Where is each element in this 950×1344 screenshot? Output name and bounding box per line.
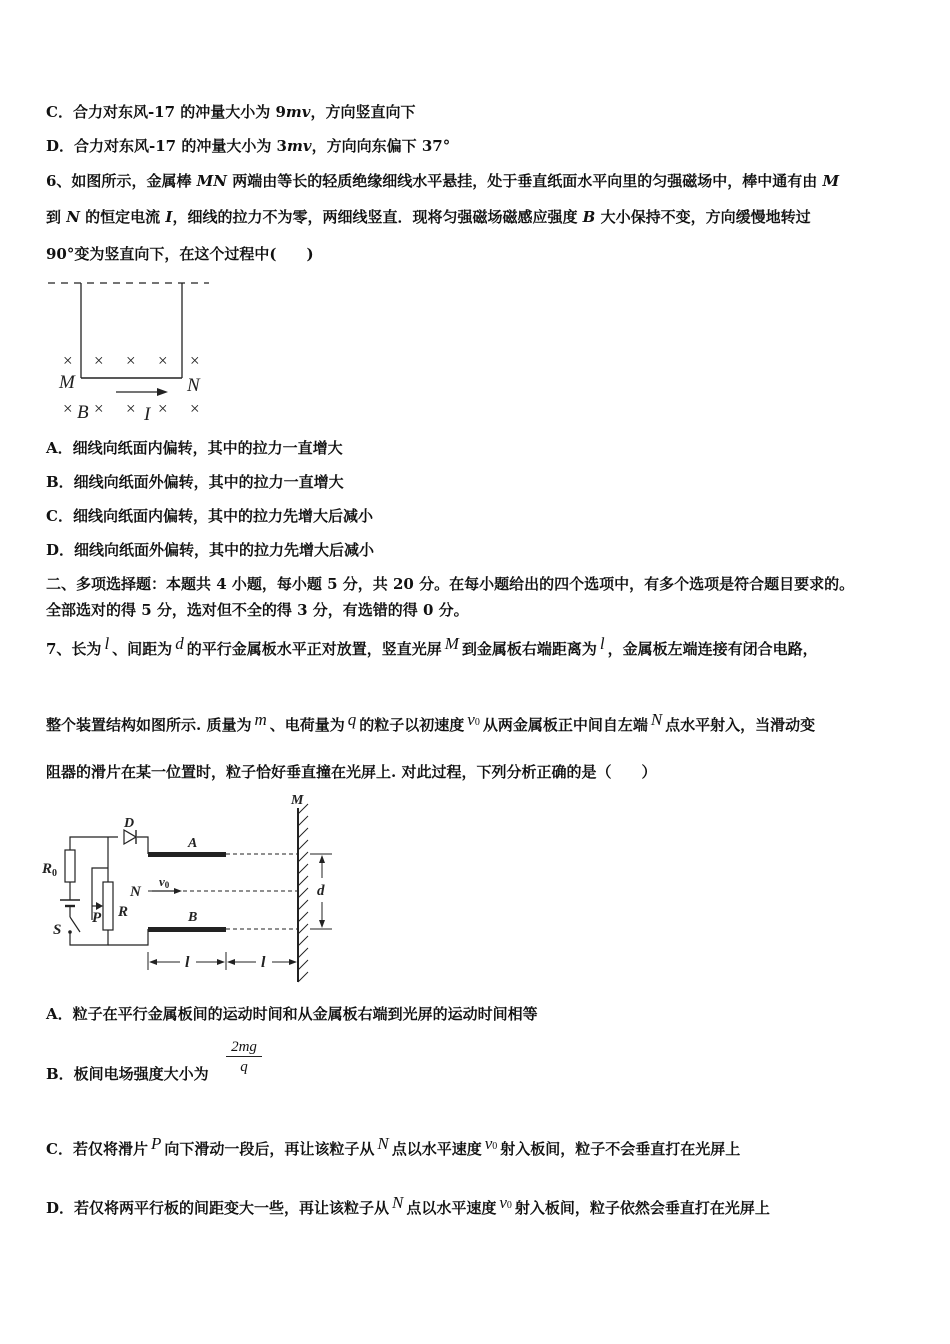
l2-arrowhead-right [289,959,297,965]
q7-symbol-n: N [650,710,663,729]
label-m: M [59,372,75,393]
q6-stem-text: ，细线的拉力不为零，两细线竖直．现将匀强磁场磁感应强度 [172,208,583,226]
v-letter: v [499,1193,507,1212]
q6-symbol-m: M [822,172,840,190]
q7-stem-text: 、电荷量为 [269,716,345,734]
q6-symbol-n: N [66,208,80,226]
fraction-numerator: 2mg [226,1038,262,1057]
q5-option-d-text: D．合力对东风-17 的冲量大小为 3 [46,137,287,155]
q7-symbol-q: q [347,710,357,729]
q7-circuit-figure [40,790,340,990]
q7-option-b [46,1064,209,1084]
label-i: I [144,404,151,424]
q5-option-c [46,102,416,122]
field-cross: × [94,399,104,418]
v-subscript: 0 [164,880,170,890]
q7-stem-text: 从两金属板正中间自左端 [482,716,648,734]
q7-symbol-mass: m [254,710,267,729]
q7-option-d-text: D．若仅将两平行板的间距变大一些，再让该粒子从 [46,1199,390,1217]
q6-stem-line-3: 90°变为竖直向下，在这个过程中( ) [46,245,314,263]
q6-symbol-b: B [582,208,596,226]
label-v0 [159,874,170,890]
resistor-r0 [65,850,75,882]
q7-option-c-text: 向下滑动一段后，再让该粒子从 [164,1140,375,1158]
plate-b [148,927,226,932]
q6-stem-text: 大小保持不变，方向缓慢地转过 [595,208,811,226]
label-slider-p: P [92,910,102,926]
q6-option-a: A．细线向纸面内偏转，其中的拉力一直增大 [46,439,343,457]
q6-option-c: C．细线向纸面内偏转，其中的拉力先增大后减小 [46,507,373,525]
q7-option-d-text: 点以水平速度 [406,1199,497,1217]
q7-stem-line-2 [46,710,815,735]
field-cross: × [94,351,104,370]
switch-s[interactable] [70,917,80,932]
field-cross: × [126,399,136,418]
label-b: B [77,402,89,423]
q7-option-b-text: B．板间电场强度大小为 [46,1065,209,1083]
q7-stem-text: 点水平射入，当滑动变 [665,716,816,734]
label-screen-m: M [291,793,304,808]
q7-stem-text: 整个装置结构如图所示. 质量为 [46,716,252,734]
label-plate-b: B [188,910,198,925]
q7-symbol-v0 [485,1134,498,1153]
q6-stem-text: 6、如图所示，金属棒 [46,172,197,190]
q6-symbol-i: I [165,208,173,226]
switch-contact [68,930,72,934]
q7-stem-text: 、间距为 [112,640,173,658]
q7-symbol-v0 [499,1193,512,1212]
velocity-arrowhead [174,888,182,894]
q7-symbol-n: N [392,1193,404,1212]
field-cross: × [158,399,168,418]
field-cross: × [190,351,200,370]
fraction-denominator: q [240,1059,248,1075]
plate-a [148,852,226,857]
d-arrowhead-up [319,855,325,863]
q7-stem-text: 7、长为 [46,640,102,658]
diode-d [124,830,136,844]
v-subscript: 0 [506,1200,512,1211]
q6-stem-text: 的恒定电流 [79,208,166,226]
q6-figure [44,274,224,424]
q7-symbol-m: M [444,634,459,653]
field-cross: × [63,351,73,370]
q7-stem-text: ，金属板左端连接有闭合电路， [607,640,818,658]
q6-stem-text: 两端由等长的轻质绝缘细线水平悬挂，处于垂直纸面水平向里的匀强磁场中，棒中通有由 [227,172,823,190]
l2-arrowhead-left [227,959,235,965]
q7-symbol-v0 [467,710,480,729]
section-2-header-line-1: 二、多项选择题：本题共 4 小题，每小题 5 分，共 20 分。在每小题给出的四个选项中，有多个选项是符合题目要求的。 [46,575,855,593]
v-letter: v [467,710,475,729]
q7-option-c-text: 射入板间，粒子不会垂直打在光屏上 [500,1140,741,1158]
label-n: N [187,375,200,396]
q7-option-a: A．粒子在平行金属板间的运动时间和从金属板右端到光屏的运动时间相等 [46,1005,538,1023]
label-switch-s: S [53,922,62,938]
label-n: N [130,884,141,900]
label-rheostat-r: R [118,904,129,920]
l1-arrowhead-right [217,959,225,965]
q5-option-c-tail: ，方向竖直向下 [310,103,416,121]
q5-option-c-text: C．合力对东风-17 的冲量大小为 9 [46,103,286,121]
q7-stem-line-1 [46,634,818,659]
q6-stem-line-2 [46,207,811,227]
q5-option-d-tail: ，方向向东偏下 37° [311,137,451,155]
v-subscript: 0 [474,717,480,728]
rheostat-r [103,882,113,930]
q7-symbol-l: l [104,634,110,653]
q5-option-d [46,136,450,156]
slider-p[interactable] [96,902,103,910]
screen-hatching [298,804,308,982]
q7-stem-text: 到金属板右端距离为 [461,640,597,658]
q7-option-c-text: 点以水平速度 [391,1140,482,1158]
label-r0 [41,861,57,879]
q6-option-d: D．细线向纸面外偏转，其中的拉力先增大后减小 [46,541,375,559]
field-cross: × [126,351,136,370]
r-letter: R [42,861,53,877]
label-l1: l [185,954,190,971]
q5-option-d-mv: mv [287,137,312,155]
q7-symbol-d: d [175,634,184,653]
q7-stem-line-3: 阻器的滑片在某一位置时，粒子恰好垂直撞在光屏上. 对此过程，下列分析正确的是（ ） [46,763,657,781]
label-l2: l [261,954,266,971]
label-d: d [317,883,325,899]
q7-option-d [46,1193,770,1218]
field-cross: × [158,351,168,370]
q7-option-c-text: C．若仅将滑片 [46,1140,148,1158]
r-subscript: 0 [52,868,58,879]
label-plate-a: A [188,836,198,851]
section-2-header-line-2: 全部选对的得 5 分，选对但不全的得 3 分，有选错的得 0 分。 [46,601,469,619]
d-arrowhead-down [319,920,325,928]
v-letter: v [159,874,165,889]
q7-stem-text: 的粒子以初速度 [359,716,465,734]
q7-option-d-text: 射入板间，粒子依然会垂直打在光屏上 [514,1199,770,1217]
q7-symbol-n: N [377,1134,389,1153]
field-cross: × [63,399,73,418]
v-letter: v [484,1134,493,1153]
electric-field-fraction [226,1038,262,1077]
l1-arrowhead-left [149,959,157,965]
q5-option-c-mv: mv [285,103,311,121]
q7-stem-text: 的平行金属板水平正对放置，竖直光屏 [186,640,442,658]
q6-symbol-mn: MN [196,172,227,190]
q6-option-b: B．细线向纸面外偏转，其中的拉力一直增大 [46,473,344,491]
q7-option-c [46,1134,740,1159]
v-subscript: 0 [492,1141,498,1152]
q7-symbol-l: l [599,634,605,653]
label-diode-d: D [124,816,135,831]
current-arrowhead [157,388,168,396]
q6-stem-line-1 [46,171,839,191]
q7-symbol-p: P [150,1134,162,1153]
field-cross: × [190,399,200,418]
q6-stem-text: 到 [46,208,67,226]
